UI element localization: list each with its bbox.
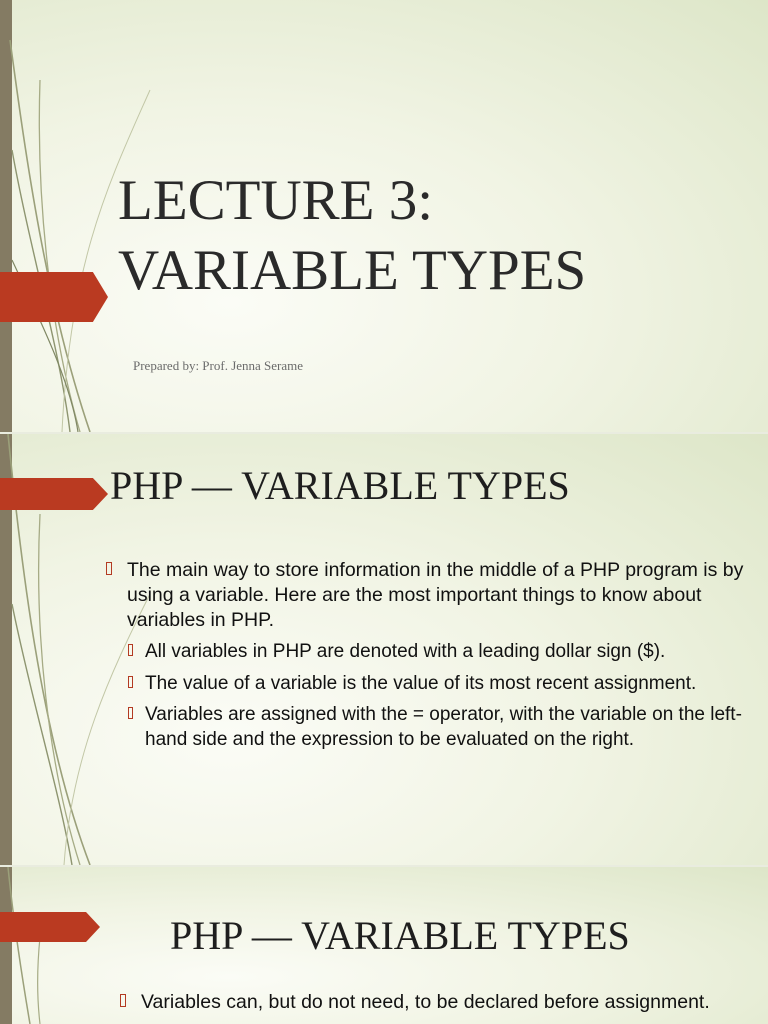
bullet-text: All variables in PHP are denoted with a leading dollar sign ($). — [145, 641, 666, 662]
slide-title: PHP — VARIABLE TYPES — [170, 913, 630, 958]
side-stripe — [0, 867, 12, 1024]
bullet-item — [106, 558, 746, 633]
hollow-rectangle-bullet-icon — [106, 562, 112, 575]
sub-bullet-item — [127, 703, 746, 752]
slide-title: LECTURE 3: VARIABLE TYPES — [118, 169, 587, 302]
red-arrow-tab-icon — [0, 272, 108, 322]
sub-bullet-item — [127, 640, 746, 665]
bullet-text: The value of a variable is the value of its most recent assignment. — [145, 672, 697, 694]
hollow-rectangle-bullet-icon — [120, 994, 126, 1007]
bullet-text: Variables can, but do not need, to be declared before assignment. — [141, 991, 710, 1013]
bullet-text: Variables are assigned with the = operator, with the variable on the left-hand side and the expression to be evaluated on the right. — [145, 704, 742, 750]
bullet-item — [120, 990, 740, 1015]
side-stripe — [0, 0, 12, 432]
red-arrow-tab-icon — [0, 478, 108, 510]
hollow-rectangle-bullet-icon — [128, 644, 133, 656]
hollow-rectangle-bullet-icon — [128, 676, 133, 688]
red-arrow-tab-icon — [0, 912, 100, 942]
slide-subtitle: Prepared by: Prof. Jenna Serame — [133, 358, 304, 373]
bullet-list — [106, 558, 746, 752]
slide-3[interactable] — [0, 867, 768, 1024]
slide-1[interactable] — [0, 0, 768, 432]
slide-title: PHP — VARIABLE TYPES — [110, 463, 570, 508]
sub-bullet-item — [127, 672, 746, 697]
bullet-text: The main way to store information in the middle of a PHP program is by using a variable. Here are the most important things to know about variables in PHP. — [127, 559, 744, 631]
slide-2[interactable] — [0, 434, 768, 865]
hollow-rectangle-bullet-icon — [128, 707, 133, 719]
bullet-list — [120, 990, 740, 1015]
